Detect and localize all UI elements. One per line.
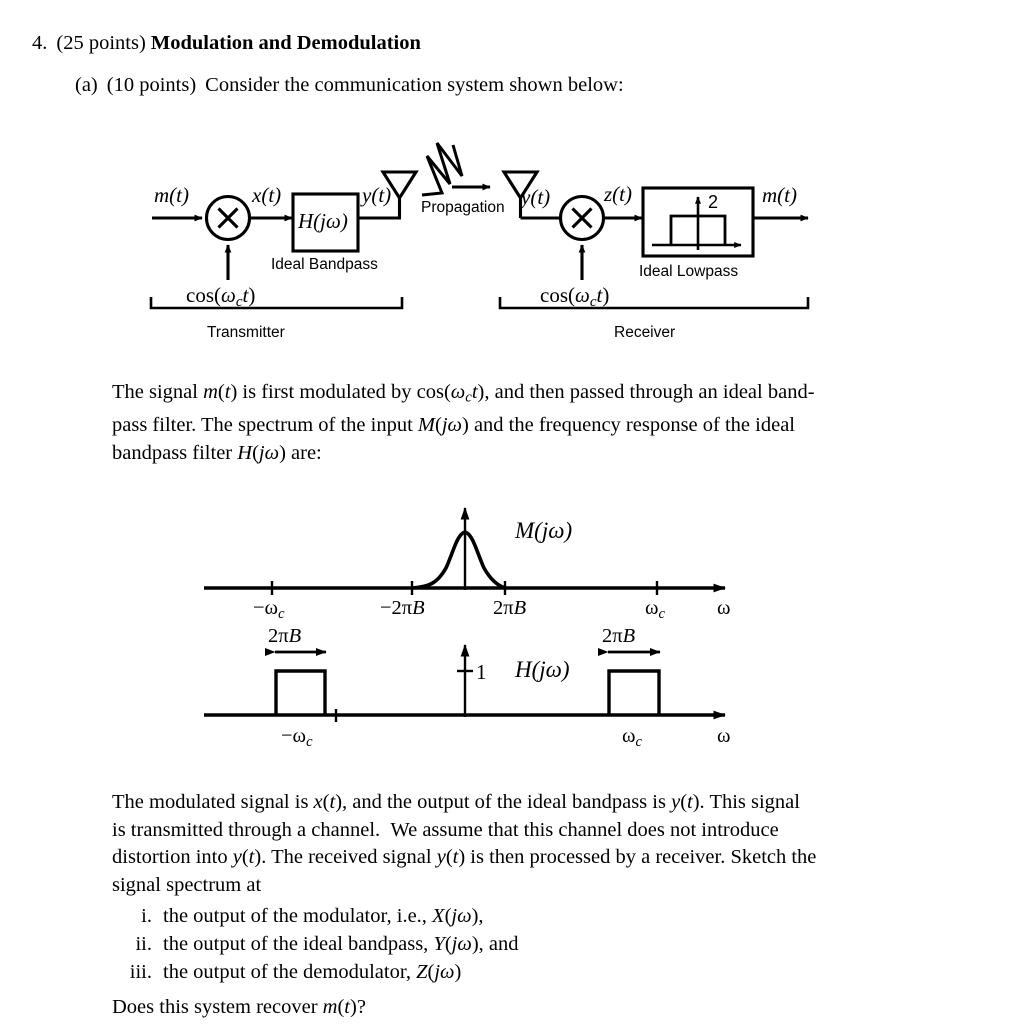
list-item (112, 930, 812, 958)
part-points: (10 points) (106, 74, 197, 96)
bandwidth-label-left: 2πB (268, 625, 302, 647)
question-heading (32, 31, 421, 57)
z-signal-label: z(t) (604, 182, 632, 206)
communication-system-block-diagram (130, 140, 830, 355)
tick-label-neg-2piB: −2πB (380, 597, 425, 619)
list-item-text: the output of the modulator, i.e., X(jω), (163, 905, 484, 927)
paragraph-channel-description (112, 789, 928, 899)
demodulator-multiplier (561, 197, 604, 240)
lowpass-gain-label: 2 (708, 192, 719, 212)
chart-title-h: H(jω) (515, 657, 570, 682)
tick-label-omega-c: ωc (622, 725, 642, 750)
paragraph-2-line-3: distortion into y(t). The received signal y(t) is then processed by a receiver. Sketch the (112, 846, 817, 868)
lowpass-caption: Ideal Lowpass (639, 263, 739, 280)
receiver-caption: Receiver (614, 324, 676, 341)
passband-left (276, 671, 325, 715)
question-title: Modulation and Demodulation (150, 32, 421, 54)
chart-spectrum-h (190, 620, 760, 760)
question-points: (25 points) (56, 32, 146, 54)
list-item-text: the output of the demodulator, Z(jω) (163, 961, 462, 983)
ideal-lowpass-filter-box (643, 188, 753, 256)
paragraph-modulation-description (112, 379, 928, 467)
list-marker: ii. (135, 933, 152, 955)
axis-label-omega: ω (717, 597, 731, 619)
amplitude-label-1: 1 (476, 660, 487, 684)
list-item (112, 902, 812, 930)
bandwidth-label-right: 2πB (602, 625, 636, 647)
output-signal-label: m(t) (762, 183, 797, 207)
chart-spectrum-m (190, 490, 760, 625)
x-signal-label: x(t) (252, 183, 282, 207)
paragraph-2-line-2: is transmitted through a channel. We assume that this channel does not introduce (112, 818, 779, 841)
list-item-text: the output of the ideal bandpass, Y(jω), and (163, 933, 519, 955)
part-a-heading (75, 74, 624, 97)
closing-question: Does this system recover m(t)? (112, 996, 366, 1018)
passband-right (609, 671, 659, 715)
paragraph-2-line-1: The modulated signal is x(t), and the output of the ideal bandpass is y(t). This signal (112, 791, 800, 813)
part-label: (a) (75, 74, 98, 96)
filter-transfer-function-label: H(jω) (298, 209, 348, 233)
modulator-multiplier (207, 197, 250, 240)
tick-label-omega-c: ωc (645, 597, 665, 622)
list-item (112, 958, 812, 986)
paragraph-1-line-3: bandpass filter H(jω) are: (112, 441, 322, 464)
tick-label-neg-omega-c: −ωc (281, 725, 313, 750)
spectrum-curve (412, 532, 505, 588)
tick-label-neg-omega-c: −ωc (253, 597, 285, 622)
paragraph-1-line-1: The signal m(t) is first modulated by $\cos(\omega_ct)$, and then passed through an ideal band- (112, 381, 815, 406)
input-signal-label: m(t) (154, 183, 189, 207)
filter-caption: Ideal Bandpass (271, 256, 378, 273)
y-signal-label-tx: y(t) (362, 183, 392, 207)
sketch-items-list (112, 902, 812, 986)
axis-label-omega: ω (717, 725, 731, 747)
propagation-lightning-icon (422, 143, 490, 195)
chart-title-m: M(jω) (515, 518, 573, 543)
carrier-label-rx: cos(ωct) (540, 283, 610, 310)
tick-label-2piB: 2πB (493, 597, 527, 619)
carrier-label-tx: cos(ωct) (186, 283, 256, 310)
list-marker: iii. (129, 961, 152, 983)
propagation-label: Propagation (421, 199, 505, 216)
transmitter-caption: Transmitter (207, 324, 285, 341)
paragraph-2-line-4: signal spectrum at (112, 873, 262, 896)
list-marker: i. (141, 905, 152, 927)
y-signal-label-rx: y(t) (521, 185, 551, 209)
part-text: Consider the communication system shown below: (205, 74, 624, 96)
question-number: 4. (32, 32, 48, 54)
paragraph-1-line-2: pass filter. The spectrum of the input M(jω) and the frequency response of the ideal (112, 414, 795, 437)
